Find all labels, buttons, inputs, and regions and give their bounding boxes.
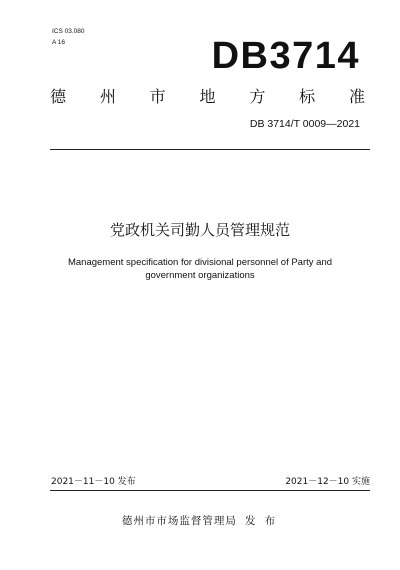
standard-type-char: 德 bbox=[50, 87, 67, 106]
bottom-divider bbox=[50, 490, 370, 491]
issue-date: 2021－11－10 发布 bbox=[51, 477, 136, 487]
standard-type-char: 市 bbox=[149, 87, 166, 106]
publisher-suffix: 发 布 bbox=[244, 515, 279, 527]
english-title-line: government organizations bbox=[145, 270, 255, 281]
ccs-code: A 16 bbox=[52, 39, 66, 46]
standard-prefix-logo: DB3714 bbox=[211, 35, 360, 77]
standard-type-char: 方 bbox=[249, 87, 266, 106]
standard-type-char: 准 bbox=[348, 87, 365, 106]
standard-type bbox=[50, 86, 365, 108]
standard-type-char: 地 bbox=[199, 87, 216, 106]
document-title-chinese: 党政机关司勤人员管理规范 bbox=[109, 221, 290, 239]
publisher bbox=[0, 514, 400, 528]
english-title-line: Management specification for divisional personnel of Party and bbox=[67, 257, 333, 268]
standard-type-char: 州 bbox=[99, 87, 116, 106]
ics-code: ICS 03.080 bbox=[52, 28, 85, 35]
standard-type-char: 标 bbox=[299, 87, 316, 106]
top-divider bbox=[50, 149, 370, 150]
standard-number: DB 3714/T 0009—2021 bbox=[249, 118, 360, 130]
implementation-date: 2021－12－10 实施 bbox=[285, 477, 370, 487]
publisher-name: 德州市市场监督管理局 bbox=[121, 515, 237, 527]
document-title-english bbox=[0, 256, 400, 282]
